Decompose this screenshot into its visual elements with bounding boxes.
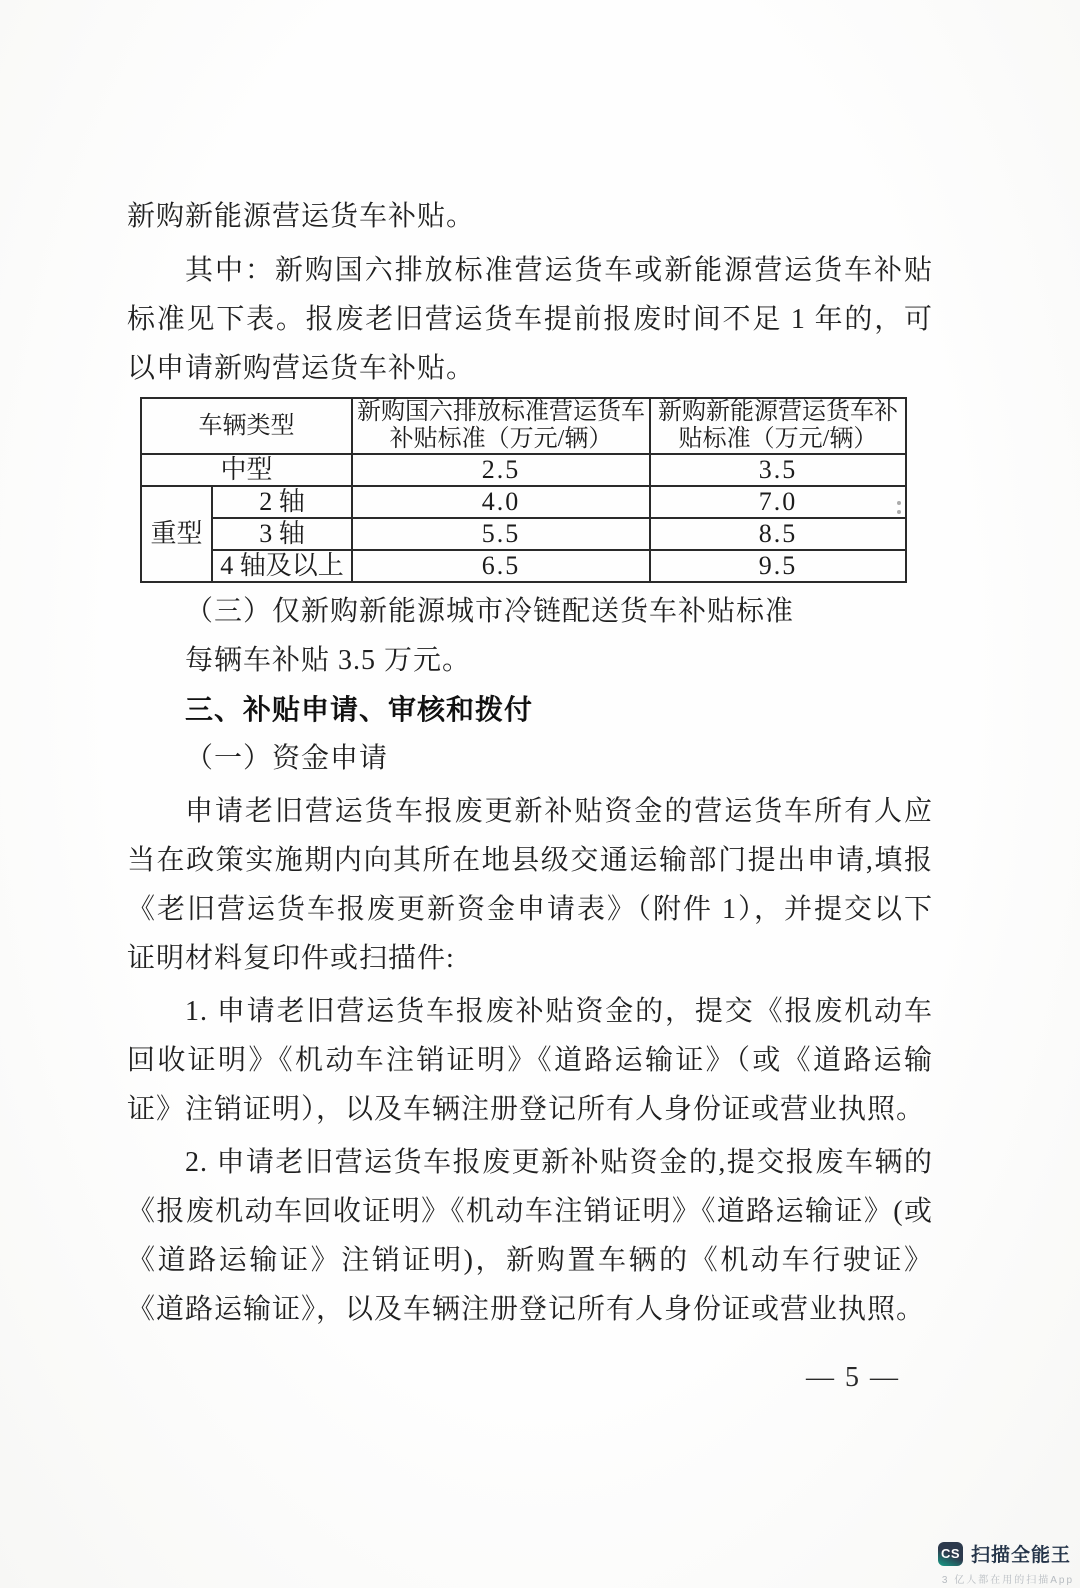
cell-medium-guo6: 2.5 — [352, 454, 650, 486]
subsidy-table — [140, 397, 907, 583]
camscanner-logo-icon: CS — [938, 1542, 963, 1566]
cell-axle4-guo6: 6.5 — [352, 550, 650, 582]
cell-axle2-nev: 7.0 — [650, 486, 906, 518]
cell-medium-label: 中型 — [141, 454, 352, 486]
cell-axle3-nev: 8.5 — [650, 518, 906, 550]
subsection1-heading: （一）资金申请 — [185, 743, 389, 774]
application-paragraph: 申请老旧营运货车报废更新补贴资金的营运货车所有人应当在政策实施期内向其所在地县级交通运输部门提出申请,填报《老旧营运货车报废更新资金申请表》（附件 1），并提交以下证明材料复印件或扫描件: — [127, 796, 933, 974]
camscanner-brand-row — [938, 1540, 1078, 1567]
cell-axle4-nev: 9.5 — [650, 550, 906, 582]
scan-artifact — [897, 501, 901, 505]
cell-medium-nev: 3.5 — [650, 454, 906, 486]
cell-axle2-guo6: 4.0 — [352, 486, 650, 518]
cell-axle3-guo6: 5.5 — [352, 518, 650, 550]
document-content — [127, 192, 933, 1334]
camscanner-watermark — [938, 1540, 1078, 1586]
table-row-heavy-axle3 — [141, 518, 906, 550]
subsection3-body: 每辆车补贴 3.5 万元。 — [185, 645, 472, 676]
cell-heavy-label: 重型 — [141, 486, 212, 582]
header-nev-standard: 新购新能源营运货车补贴标准（万元/辆） — [650, 398, 906, 454]
cell-axle3-label: 3 轴 — [212, 518, 352, 550]
list-item-1: 1. 申请老旧营运货车报废补贴资金的，提交《报废机动车回收证明》《机动车注销证明》《道路运输证》（或《道路运输证》注销证明），以及车辆注册登记所有人身份证或营业执照。 — [127, 996, 933, 1125]
list-item-2: 2. 申请老旧营运货车报废更新补贴资金的,提交报废车辆的《报废机动车回收证明》《机动车注销证明》《道路运输证》(或《道路运输证》注销证明)，新购置车辆的《机动车行驶证》《道路运输证》，以及车辆注册登记所有人身份证或营业执照。 — [127, 1147, 933, 1325]
cell-axle4-label: 4 轴及以上 — [212, 550, 352, 582]
section3-heading: 三、补贴申请、审核和拨付 — [185, 694, 534, 725]
table-header-row — [141, 398, 906, 454]
camscanner-tagline: 3 亿人都在用的扫描App — [941, 1575, 1075, 1586]
header-vehicle-type: 车辆类型 — [141, 398, 352, 454]
paragraph-continuation: 新购新能源营运货车补贴。 — [127, 201, 476, 232]
camscanner-brand-text: 扫描全能王 — [971, 1545, 1072, 1566]
subsection3-title: （三）仅新购新能源城市冷链配送货车补贴标准 — [185, 596, 795, 627]
header-guo6-standard: 新购国六排放标准营运货车补贴标准（万元/辆） — [352, 398, 650, 454]
table-row-medium — [141, 454, 906, 486]
cell-axle2-label: 2 轴 — [212, 486, 352, 518]
table-row-heavy-axle2 — [141, 486, 906, 518]
page-number: — 5 — — [806, 1362, 900, 1393]
table-row-heavy-axle4plus — [141, 550, 906, 582]
paragraph-intro: 其中：新购国六排放标准营运货车或新能源营运货车补贴标准见下表。报废老旧营运货车提前报废时间不足 1 年的，可以申请新购营运货车补贴。 — [127, 255, 933, 384]
